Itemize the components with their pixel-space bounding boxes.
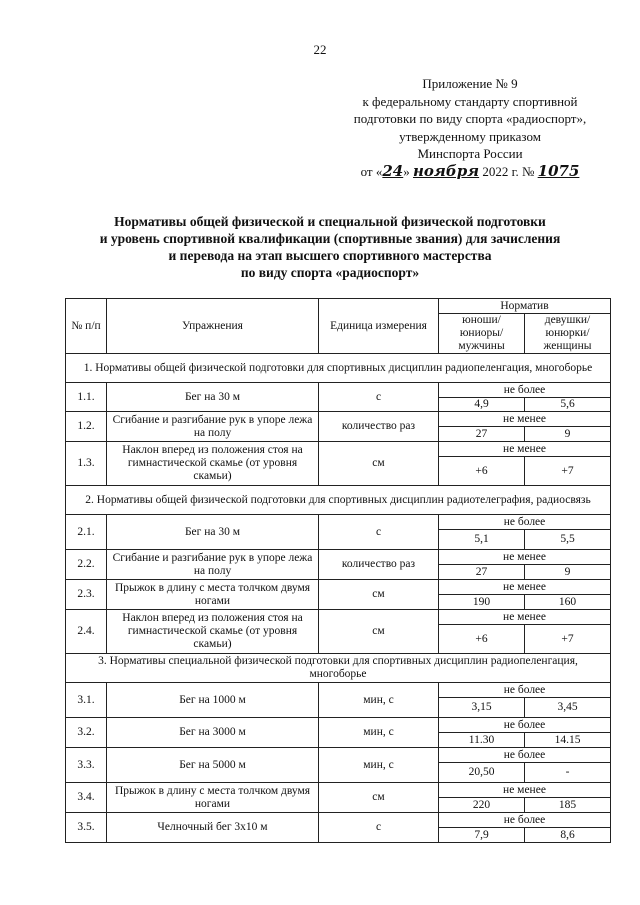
row-number: 3.2. [66,718,107,748]
value-male: 7,9 [439,828,525,843]
header-female: девушки/ юнюрки/ женщины [525,314,611,354]
row-exercise: Сгибание и разгибание рук в упоре лежа на полу [107,412,319,442]
value-female: 8,6 [525,828,611,843]
row-unit: см [319,783,439,813]
row-exercise: Челночный бег 3х10 м [107,813,319,843]
table-row [66,442,611,457]
appendix-line: утвержденному приказом [399,128,541,144]
row-exercise: Наклон вперед из положения стоя на гимнастической скамье (от уровня скамьи) [107,442,319,486]
value-female: +7 [525,457,611,486]
row-number: 3.1. [66,683,107,718]
row-unit: мин, с [319,748,439,783]
section-row [66,654,611,683]
row-qualifier: не менее [439,783,611,798]
date-prefix: от « [360,163,383,179]
row-number: 2.3. [66,580,107,610]
row-number: 3.5. [66,813,107,843]
table-row [66,813,611,828]
value-male: 190 [439,595,525,610]
row-number: 2.1. [66,515,107,550]
value-male: 20,50 [439,763,525,783]
value-male: 3,15 [439,698,525,718]
appendix-block [320,75,620,180]
table-row [66,550,611,565]
section-title: 3. Нормативы специальной физической подготовки для спортивных дисциплин радиопеленгация, многоборье [66,654,611,683]
row-unit: количество раз [319,550,439,580]
title-line: по виду спорта «радиоспорт» [240,265,420,280]
appendix-line: Минспорта России [417,146,523,161]
row-qualifier: не менее [439,580,611,595]
table-row [66,383,611,398]
row-number: 1.1. [66,383,107,412]
date-quote: » [403,163,410,179]
header-norm: Норматив [439,299,611,314]
header-male: юноши/ юниоры/ мужчины [439,314,525,354]
row-qualifier: не менее [439,610,611,625]
row-qualifier: не менее [439,442,611,457]
row-unit: с [319,383,439,412]
section-row [66,486,611,515]
table-row [66,718,611,733]
row-exercise: Сгибание и разгибание рук в упоре лежа на полу [107,550,319,580]
appendix-line: Приложение № 9 [422,76,518,91]
row-qualifier: не более [439,515,611,530]
row-qualifier: не менее [439,412,611,427]
row-number: 3.3. [66,748,107,783]
row-number: 1.2. [66,412,107,442]
row-exercise: Наклон вперед из положения стоя на гимнастической скамье (от уровня скамьи) [107,610,319,654]
value-female: 3,45 [525,698,611,718]
appendix-line: к федеральному стандарту спортивной [362,93,578,109]
order-number: 1075 [537,161,580,180]
page-number: 22 [313,42,327,57]
row-qualifier: не более [439,748,611,763]
row-unit: см [319,580,439,610]
table-row [66,580,611,595]
row-qualifier: не более [439,683,611,698]
row-exercise: Бег на 30 м [107,515,319,550]
value-male: 4,9 [439,398,525,412]
row-unit: мин, с [319,683,439,718]
row-exercise: Прыжок в длину с места толчком двумя ногами [107,580,319,610]
value-female: 160 [525,595,611,610]
row-exercise: Бег на 1000 м [107,683,319,718]
row-exercise: Бег на 30 м [107,383,319,412]
value-male: 27 [439,565,525,580]
row-number: 2.4. [66,610,107,654]
row-number: 3.4. [66,783,107,813]
row-unit: с [319,515,439,550]
table-row [66,412,611,427]
row-unit: мин, с [319,718,439,748]
row-number: 2.2. [66,550,107,580]
row-exercise: Бег на 5000 м [107,748,319,783]
header-unit: Единица измерения [319,299,439,354]
title-line: Нормативы общей физической и специальной физической подготовки [114,214,546,229]
value-male: +6 [439,457,525,486]
row-exercise: Бег на 3000 м [107,718,319,748]
date-year: 2022 г. № [482,163,535,179]
title-line: и уровень спортивной квалификации (спортивные звания) для зачисления [99,231,561,246]
value-male: 27 [439,427,525,442]
table-row [66,683,611,698]
value-female: 9 [525,427,611,442]
section-row [66,354,611,383]
table-row [66,610,611,625]
table-row [66,783,611,798]
value-male: 5,1 [439,530,525,550]
section-title: 2. Нормативы общей физической подготовки для спортивных дисциплин радиотелеграфия, радиосвязь [66,486,611,515]
row-qualifier: не более [439,813,611,828]
value-female: - [525,763,611,783]
value-female: 5,5 [525,530,611,550]
row-exercise: Прыжок в длину с места толчком двумя ногами [107,783,319,813]
row-unit: количество раз [319,412,439,442]
document-title [50,213,610,281]
row-unit: см [319,442,439,486]
value-male: 220 [439,798,525,813]
row-unit: с [319,813,439,843]
value-female: 14.15 [525,733,611,748]
standards-table [65,298,611,843]
value-female: +7 [525,625,611,654]
row-qualifier: не более [439,383,611,398]
row-unit: см [319,610,439,654]
row-qualifier: не менее [439,550,611,565]
value-male: +6 [439,625,525,654]
row-number: 1.3. [66,442,107,486]
header-exercise: Упражнения [107,299,319,354]
row-qualifier: не более [439,718,611,733]
table-row [66,748,611,763]
appendix-line: подготовки по виду спорта «радиоспорт», [353,111,587,126]
order-date-line [320,163,620,181]
header-number: № п/п [66,299,107,354]
value-female: 9 [525,565,611,580]
date-day: 24 [382,161,404,180]
section-title: 1. Нормативы общей физической подготовки для спортивных дисциплин радиопеленгация, многоборье [66,354,611,383]
value-female: 185 [525,798,611,813]
title-line: и перевода на этап высшего спортивного мастерства [168,248,492,263]
table-row [66,515,611,530]
value-male: 11.30 [439,733,525,748]
table-header-row [66,299,611,314]
value-female: 5,6 [525,398,611,412]
date-month: ноября [412,161,480,180]
